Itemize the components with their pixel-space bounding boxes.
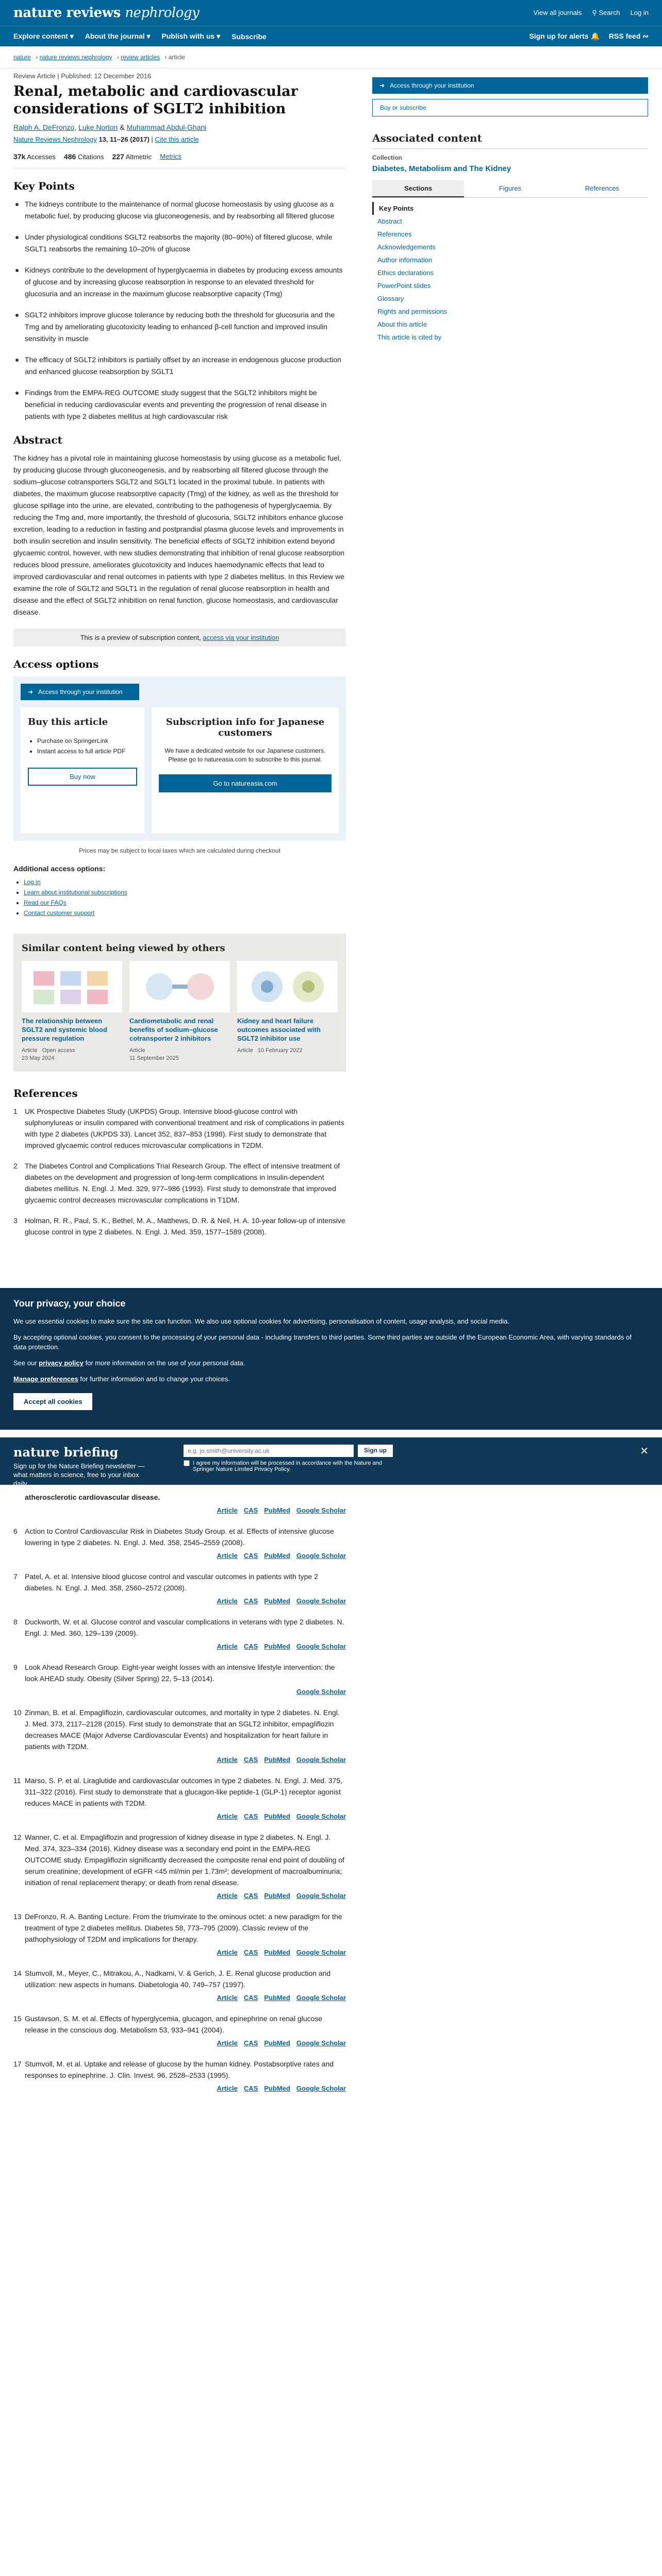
cookie-text <box>13 1358 632 1368</box>
view-all-journals-link[interactable]: View all journals <box>533 9 582 16</box>
additional-access <box>13 865 346 918</box>
institutional-subscriptions-link[interactable]: Learn about institutional subscriptions <box>24 889 127 896</box>
pubmed-link[interactable]: PubMed <box>264 1756 290 1764</box>
similar-card[interactable] <box>129 961 230 1062</box>
privacy-policy-link[interactable]: privacy policy <box>39 1359 84 1367</box>
cookie-text: We use essential cookies to make sure the site can function. We also use optional cookies for advertising, personalisation of content, usage analysis, and social media. <box>13 1317 510 1325</box>
reference-number: 15 <box>13 2014 22 2023</box>
pubmed-link[interactable]: PubMed <box>264 1994 290 2002</box>
article-link[interactable]: Article <box>217 1994 238 2002</box>
additional-heading: Additional access options: <box>13 865 106 873</box>
google-scholar-link[interactable]: Google Scholar <box>296 1892 346 1900</box>
diagram-thumbnail <box>244 966 332 1007</box>
manage-preferences-link[interactable]: Manage preferences <box>13 1375 78 1383</box>
article-link[interactable]: Article <box>217 1892 238 1900</box>
cite-link[interactable]: Cite this article <box>155 135 199 143</box>
reference-item <box>13 1911 346 1958</box>
purchase-options <box>21 707 339 834</box>
cookie-text-part: See our <box>13 1359 37 1367</box>
reference-links <box>25 1686 346 1698</box>
sidebar-item-author-information[interactable]: Author information <box>377 256 433 264</box>
sidebar <box>372 77 648 344</box>
reference-item <box>13 1707 346 1766</box>
similar-date: 11 September 2025 <box>129 1055 179 1061</box>
reference-text: Duckworth, W. et al. Glucose control and vascular complications in veterans with type 2 diabetes. N. Engl. J. Med. 360, 129–139 (2009). <box>25 1618 344 1637</box>
cookie-banner <box>0 1288 662 1430</box>
reference-item <box>13 2058 346 2094</box>
reference-text: Gustavson, S. M. et al. Effects of hyperglycemia, glucagon, and epinephrine on renal glucose release in the conscious dog. Metabolism 53, 933–941 (2004). <box>25 2014 323 2034</box>
list-item: • Instant access to full article PDF <box>37 746 137 756</box>
similar-meta <box>22 1047 122 1062</box>
reference-text: Patel, A. et al. Intensive blood glucose control and vascular outcomes in patients with type 2 diabetes. N. Engl. J. Med. 358, 2560–2572 (2008). <box>25 1572 318 1592</box>
list-item: Findings from the EMPA-REG OUTCOME study suggest that the SGLT2 inhibitors might be beneficial in reducing cardiovascular events and preventing the progression of renal disease in patients with type 2 diabetes mellitus at high cardiovascular risk <box>13 387 346 422</box>
bell-icon: 🔔 <box>590 32 600 40</box>
google-scholar-link[interactable]: Google Scholar <box>296 1812 346 1820</box>
reference-item <box>13 1775 346 1822</box>
reference-number: 11 <box>13 1776 21 1785</box>
search-link[interactable] <box>592 9 620 17</box>
about-label: About the journal <box>85 32 145 40</box>
reference-number: 2 <box>13 1162 18 1170</box>
reference-text: Stumvoll, M., Meyer, C., Mitrakou, A., Nadkarni, V. & Gerich, J. E. Renal glucose production and utilization: new aspects in humans. Diabetologia 40, 749–757 (1997). <box>25 1969 331 1989</box>
tab-figures[interactable]: Figures <box>499 184 522 192</box>
cas-link[interactable]: CAS <box>243 1506 258 1514</box>
reference-links <box>25 1550 346 1562</box>
altmetric-metric <box>112 152 152 161</box>
article-link[interactable]: Article <box>217 2084 238 2092</box>
list-item: Under physiological conditions SGLT2 reabsorbs the majority (80–90%) of filtered glucose, while SGLT1 reabsorbs the remaining 10–20% of glucose <box>13 231 346 255</box>
pubmed-link[interactable]: PubMed <box>264 2039 290 2047</box>
reference-text: DeFronzo, R. A. Banting Lecture. From the triumvirate to the ominous octet: a new paradigm for the treatment of type 2 diabetes mellitus. Diabetes 58, 773–795 (2009). Classic review of the pathophysiology of T2DM and implications for therapy. <box>25 1912 342 1943</box>
accesses-metric <box>13 152 56 161</box>
reference-item <box>13 1832 346 1902</box>
diagram-thumbnail <box>136 966 224 1007</box>
faq-link[interactable]: Read our FAQs <box>24 899 67 906</box>
reference-item <box>13 2013 346 2049</box>
article-link[interactable]: Article <box>217 1506 238 1514</box>
reference-links <box>25 1992 346 2004</box>
logo-sub: nephrology <box>125 5 200 21</box>
cookie-heading: Your privacy, your choice <box>13 1298 126 1309</box>
sub-navigation <box>0 26 662 46</box>
reference-links <box>25 1890 346 1902</box>
google-scholar-link[interactable]: Google Scholar <box>296 1506 346 1514</box>
accesses-label: Accesses <box>27 153 56 161</box>
reference-links <box>25 1947 346 1958</box>
sidebar-institution-label: Access through your institution <box>390 82 474 89</box>
cas-link[interactable]: CAS <box>243 1552 258 1560</box>
breadcrumb-current: article <box>168 54 185 61</box>
article-type-line: Review Article | Published: 12 December 2016 <box>13 72 152 80</box>
publish-menu[interactable] <box>162 32 221 41</box>
search-label: Search <box>599 9 620 16</box>
sidebar-item-powerpoint[interactable]: PowerPoint slides <box>377 282 431 290</box>
consent-row <box>184 1460 390 1472</box>
alerts-link[interactable] <box>529 32 599 41</box>
access-options-heading: Access options <box>13 658 99 670</box>
sidebar-institution-button[interactable] <box>372 77 648 94</box>
similar-title: The relationship between SGLT2 and systemic blood pressure regulation <box>22 1017 107 1042</box>
chevron-down-icon: ▾ <box>70 32 74 40</box>
accesses-value: 37k <box>13 152 26 161</box>
cookie-text: By accepting optional cookies, you consent to the processing of your personal data - including transfers to third parties. Some third parties are outside of the European Economic Area, with varying standards of data protection. <box>13 1333 632 1351</box>
reference-item <box>13 1571 346 1607</box>
reference-item <box>13 1662 346 1698</box>
rss-link[interactable] <box>609 32 649 41</box>
article-link[interactable]: Article <box>217 1948 238 1956</box>
reference-number: 13 <box>13 1912 22 1921</box>
chevron-down-icon: ▾ <box>146 32 151 40</box>
access-box <box>13 676 346 841</box>
author-link[interactable]: Ralph A. DeFronzo <box>13 123 75 131</box>
preview-text: This is a preview of subscription content, <box>80 634 201 641</box>
subscribe-link[interactable]: Subscribe <box>231 32 267 41</box>
journal-line: Nature Reviews Nephrology 13, 11–26 (2017) | Cite this article <box>13 135 199 143</box>
collection-label: Collection <box>372 154 403 161</box>
reference-text: Zinman, B. et al. Empagliflozin, cardiovascular outcomes, and mortality in type 2 diabetes. N. Engl. J. Med. 373, 2117–2128 (2015). First study to demonstrate that an SGLT2 inhibitor, empagliflozin decreases MACE (Major Adverse Cardiovascular Events) and hospitalization for heart failure in patients with T2DM. <box>25 1708 340 1751</box>
abstract-text: The kidney has a pivotal role in maintaining glucose homeostasis by using glucose as a metabolic fuel, by producing glucose through gluconeogenesis, and by reabsorbing all filtered glucose through the sodium–glucose cotransporters SGLT2 and SGLT1 located in the proximal tubule. In patients with diabetes, the maximum glucose reabsorptive capacity (Tmg) of the kidney, as well as the threshold for glucose spillage into the urine, are elevated, contributing to the pathogenesis of hyperglycaemia. By reducing the Tmg and, more importantly, the threshold of glucosuria, SGLT2 inhibitors enhance glucose excretion, leading to a reduction in fasting and postprandial plasma glucose levels and improvements in both insulin secretion and insulin sensitivity. The beneficial effects of SGLT2 inhibition extend beyond glycaemic control, however, with new studies demonstrating that inhibition of renal glucose reabsorption reduces blood pressure, ameliorates glucotoxicity and induces haemodynamic effects that lead to improved cardiovascular and renal outcomes in patients with type 2 diabetes mellitus. In this Review we examine the role of SGLT2 and SGLT1 in the regulation of renal glucose reabsorption in health and disease and the effect of SGLT2 inhibition on renal function, glucose homeostasis, and cardiovascular disease. <box>13 454 345 616</box>
chevron-down-icon: ▾ <box>217 32 221 40</box>
breadcrumb-item[interactable]: nature <box>13 54 31 61</box>
reference-text: The Diabetes Control and Complications Trial Research Group. The effect of intensive treatment of diabetes on the development and progression of long-term complications in insulin-dependent diabetes mellitus. N. Engl. J. Med. 329, 977–986 (1993). First study to demonstrate that improved glycaemic control decreases microvascular complications in T1DM. <box>25 1162 340 1204</box>
reference-text: Stumvoll, M. et al. Uptake and release of glucose by the human kidney. Postabsorptive rates and responses to epinephrine. J. Clin. Invest. 96, 2528–2533 (1995). <box>25 2060 334 2079</box>
similar-heading: Similar content being viewed by others <box>22 943 225 954</box>
article-thumbnail <box>129 961 230 1012</box>
reference-number: 8 <box>13 1618 18 1626</box>
access-institution-link[interactable]: access via your institution <box>203 634 279 641</box>
reference-item <box>13 1492 346 1516</box>
google-scholar-link[interactable]: Google Scholar <box>296 2084 346 2092</box>
buy-features <box>28 736 137 756</box>
google-scholar-link[interactable]: Google Scholar <box>296 1552 346 1560</box>
pubmed-link[interactable]: PubMed <box>264 2084 290 2092</box>
cas-link[interactable]: CAS <box>243 2084 258 2092</box>
references-continued <box>13 1492 346 2104</box>
reference-number: 7 <box>13 1572 18 1581</box>
google-scholar-link[interactable]: Google Scholar <box>296 1597 346 1605</box>
pubmed-link[interactable]: PubMed <box>264 1597 290 1605</box>
reference-links <box>25 1811 346 1822</box>
list-item: The efficacy of SGLT2 inhibitors is partially offset by an increase in endogenous glucose production and enhanced glucose reabsorption by SGLT1 <box>13 354 346 378</box>
logo-main: nature reviews <box>13 5 121 21</box>
similar-title: Cardiometabolic and renal benefits of sodium–glucose cotransporter 2 inhibitors <box>129 1017 218 1042</box>
cookie-text-part: for further information and to change your choices. <box>80 1375 230 1383</box>
associated-heading: Associated content <box>372 132 648 149</box>
cas-link[interactable]: CAS <box>243 1642 258 1650</box>
pubmed-link[interactable]: PubMed <box>264 1642 290 1650</box>
access-institution-button[interactable] <box>21 684 139 700</box>
reference-number: 1 <box>13 1107 18 1115</box>
reference-text: Wanner, C. et al. Empagliflozin and progression of kidney disease in type 2 diabetes. N. Engl. J. Med. 374, 323–334 (2016). Kidney disease was a secondary end point in the EMPA-REG OUTCOME study. Empagliflozin significantly decreased the composite renal end point of doubling of serum creatinine; development of eGFR <45 ml/min per 1.73m²; development of macroalbuminuria; initiation of renal replacement therapy; or death from renal disease. <box>25 1833 344 1887</box>
similar-meta <box>237 1047 338 1055</box>
reference-number: 10 <box>13 1708 22 1717</box>
cas-link[interactable]: CAS <box>243 1812 258 1820</box>
publish-label: Publish with us <box>161 32 215 40</box>
sidebar-item-ethics[interactable]: Ethics declarations <box>377 269 434 277</box>
reference-text: Action to Control Cardiovascular Risk in Diabetes Study Group. et al. Effects of intensive glucose lowering in type 2 diabetes. N. Engl. J. Med. 358, 2545–2559 (2008). <box>25 1527 334 1547</box>
similar-date: 23 May 2024 <box>22 1055 55 1061</box>
pubmed-link[interactable]: PubMed <box>264 1506 290 1514</box>
reference-item <box>13 1968 346 2004</box>
author-link[interactable]: Luke Norton <box>78 123 118 131</box>
similar-card[interactable] <box>237 961 338 1062</box>
consent-text: I agree my information will be processed in accordance with the Nature and Springer Nature Limited Privacy Policy. <box>193 1460 382 1472</box>
reference-text: Look Ahead Research Group. Eight-year weight losses with an intensive lifestyle intervention: the look AHEAD study. Obesity (Silver Spring) 22, 5–13 (2014). <box>25 1663 335 1683</box>
google-scholar-link[interactable]: Google Scholar <box>296 1756 346 1764</box>
reference-links <box>25 1641 346 1652</box>
subscription-text: We have a dedicated website for our Japanese customers. Please go to natureasia.com to subscribe to this journal. <box>164 747 326 763</box>
google-scholar-link[interactable]: Google Scholar <box>296 1948 346 1956</box>
buy-title: Buy this article <box>28 717 108 727</box>
reference-links <box>25 1754 346 1766</box>
pubmed-link[interactable]: PubMed <box>264 1948 290 1956</box>
reference-links <box>25 1505 346 1516</box>
references-list <box>13 1106 346 1238</box>
login-link[interactable]: Log in <box>630 9 649 16</box>
reference-links <box>25 2083 346 2094</box>
email-field[interactable] <box>184 1445 354 1457</box>
alerts-label: Sign up for alerts <box>529 32 589 40</box>
list-item: The kidneys contribute to the maintenance of normal glucose homeostasis by using glucose as a metabolic fuel, by producing glucose via gluconeogenesis, and by reabsorbing all filtered glucose <box>13 198 346 222</box>
similar-meta <box>129 1047 230 1062</box>
sidebar-item-key-points[interactable]: Key Points <box>372 202 648 215</box>
similar-content <box>13 934 346 1072</box>
sidebar-item-rights[interactable]: Rights and permissions <box>377 308 448 315</box>
pubmed-link[interactable]: PubMed <box>264 1892 290 1900</box>
sidebar-item-acknowledgements[interactable]: Acknowledgements <box>377 243 436 251</box>
author-link[interactable]: Muhammad Abdul-Ghani <box>126 123 207 131</box>
explore-label: Explore content <box>13 32 68 40</box>
rss-label: RSS feed <box>608 32 641 40</box>
list-item: • Purchase on SpringerLink <box>37 736 137 746</box>
associated-content <box>372 132 648 173</box>
reference-item <box>13 1215 346 1238</box>
article-link[interactable]: Article <box>217 2039 238 2047</box>
key-points-list <box>13 198 346 422</box>
citations-metric <box>64 152 104 161</box>
cas-link[interactable]: CAS <box>243 2039 258 2047</box>
reference-item <box>13 1160 346 1206</box>
page-title: Renal, metabolic and cardiovascular considerations of SGLT2 inhibition <box>13 83 298 117</box>
similar-type: Article <box>237 1047 253 1054</box>
natureasia-button[interactable]: Go to natureasia.com <box>159 774 332 792</box>
article-link[interactable]: Article <box>217 1552 238 1560</box>
reference-item <box>13 1106 346 1151</box>
reference-number: 6 <box>13 1527 18 1535</box>
institution-label: Access through your institution <box>38 688 123 696</box>
reference-tail: atherosclerotic cardiovascular disease. <box>25 1493 160 1501</box>
cas-link[interactable]: CAS <box>243 1994 258 2002</box>
buy-article-card <box>21 707 144 834</box>
arrow-right-icon: ➜ <box>379 82 385 89</box>
about-journal-menu[interactable] <box>85 32 151 41</box>
briefing-logo: nature briefing <box>13 1445 119 1460</box>
breadcrumb-item[interactable]: review articles <box>121 54 160 61</box>
cas-link[interactable]: CAS <box>243 1892 258 1900</box>
similar-card[interactable] <box>22 961 122 1062</box>
similar-title: Kidney and heart failure outcomes associated with SGLT2 inhibitor use <box>237 1017 321 1042</box>
consent-checkbox[interactable] <box>184 1460 190 1466</box>
reference-links <box>25 2038 346 2049</box>
google-scholar-link[interactable]: Google Scholar <box>296 2039 346 2047</box>
reference-number: 14 <box>13 1969 22 1977</box>
tab-sections[interactable]: Sections <box>372 180 464 197</box>
reference-text: Holman, R. R., Paul, S. K., Bethel, M. A., Matthews, D. R. & Neil, H. A. 10-year follow-up of intensive glucose control in type 2 diabetes. N. Engl. J. Med. 359, 1577–1589 (2008). <box>25 1216 345 1236</box>
similar-access: Open access <box>42 1047 75 1054</box>
altmetric-label: Altmetric <box>125 153 152 161</box>
breadcrumb: nature › nature reviews nephrology › review articles › article <box>0 46 662 69</box>
article-thumbnail <box>237 961 338 1012</box>
reference-number: 9 <box>13 1663 18 1671</box>
cookie-text <box>13 1374 632 1384</box>
arrow-right-icon: ➜ <box>28 688 34 696</box>
reference-number: 17 <box>13 2060 22 2068</box>
google-scholar-link[interactable]: Google Scholar <box>296 1688 346 1696</box>
login-link[interactable]: Log in <box>24 878 41 886</box>
search-icon: ⚲ <box>592 9 597 16</box>
preview-notice <box>13 629 346 647</box>
list-item: SGLT2 inhibitors improve glucose tolerance by reducing both the threshold for glucosuria and the Tmg and by ameliorating glucotoxicity leading to enhanced β-cell function and improved insulin sensitivity in muscle <box>13 309 346 345</box>
reference-text: UK Prospective Diabetes Study (UKPDS) Group. Intensive blood-glucose control with sulphonylureas or insulin compared with conventional treatment and risk of complications in patients with type 2 diabetes (UKPDS 33). Lancet 352, 837–853 (1998). First study to demonstrate that improved glycaemic control reduces microvascular complications in T2DM. <box>25 1107 344 1149</box>
tab-references[interactable]: References <box>585 184 620 192</box>
article-link[interactable]: Article <box>217 1642 238 1650</box>
author-list: Ralph A. DeFronzo, Luke Norton & Muhammad Abdul-Ghani <box>13 123 207 131</box>
metrics-link[interactable]: Metrics <box>160 152 182 160</box>
cas-link[interactable]: CAS <box>243 1756 258 1764</box>
references-heading: References <box>13 1087 78 1099</box>
sidebar-item-references[interactable]: References <box>377 230 412 238</box>
sidebar-tabs <box>372 180 648 198</box>
article-thumbnail <box>22 961 122 1012</box>
google-scholar-link[interactable]: Google Scholar <box>296 1994 346 2002</box>
buy-now-button[interactable]: Buy now <box>28 768 137 786</box>
journal-link[interactable]: Nature Reviews Nephrology <box>13 135 97 143</box>
similar-type: Article <box>22 1047 38 1054</box>
subscription-card <box>152 707 339 834</box>
list-item: Kidneys contribute to the development of hyperglycaemia in diabetes by producing excess amounts of glucose and by increasing glucose reabsorption in response to an elevated threshold for glucosuria and an increase in the maximum glucose reabsorptive capacity (Tmg) <box>13 264 346 300</box>
accept-cookies-button[interactable]: Accept all cookies <box>13 1393 92 1410</box>
reference-number: 12 <box>13 1833 22 1841</box>
pubmed-link[interactable]: PubMed <box>264 1552 290 1560</box>
volume-info: 13, 11–26 (2017) <box>98 135 150 143</box>
rss-icon: ∾ <box>642 32 649 40</box>
diagram-thumbnail <box>28 966 116 1007</box>
metrics-bar <box>13 148 346 168</box>
briefing-text: Sign up for the Nature Briefing newsletter — what matters in science, free to your inbox daily. <box>13 1462 145 1487</box>
subscription-title: Subscription info for Japanese customers <box>166 717 325 738</box>
reference-number: 3 <box>13 1216 18 1225</box>
breadcrumb-item[interactable]: nature reviews nephrology <box>39 54 112 61</box>
briefing-form <box>184 1445 393 1478</box>
buy-subscribe-button[interactable]: Buy or subscribe <box>372 99 648 116</box>
cas-link[interactable]: CAS <box>243 1948 258 1956</box>
support-link[interactable]: Contact customer support <box>24 909 95 917</box>
tax-note: Prices may be subject to local taxes which are calculated during checkout <box>79 847 280 854</box>
sidebar-item-about[interactable]: About this article <box>377 320 427 328</box>
top-bar <box>0 0 662 26</box>
reference-item <box>13 1616 346 1652</box>
signup-button[interactable]: Sign up <box>358 1445 393 1457</box>
cas-link[interactable]: CAS <box>243 1597 258 1605</box>
article-link[interactable]: Article <box>217 1597 238 1605</box>
similar-date: 10 February 2022 <box>257 1047 303 1054</box>
pubmed-link[interactable]: PubMed <box>264 1812 290 1820</box>
reference-item <box>13 1526 346 1562</box>
explore-content-menu[interactable] <box>13 32 74 41</box>
similar-type: Article <box>129 1047 145 1054</box>
reference-links <box>25 1596 346 1607</box>
journal-logo[interactable] <box>13 5 199 21</box>
collection-link[interactable]: Diabetes, Metabolism and The Kidney <box>372 164 511 173</box>
article-link[interactable]: Article <box>217 1812 238 1820</box>
briefing-signup-bar <box>0 1437 662 1485</box>
sidebar-item-abstract[interactable]: Abstract <box>377 217 402 225</box>
article-link[interactable]: Article <box>217 1756 238 1764</box>
citations-value: 486 <box>63 152 76 161</box>
section-nav <box>372 202 648 344</box>
sidebar-item-cited-by[interactable]: This article is cited by <box>377 333 442 341</box>
altmetric-value: 227 <box>112 152 124 161</box>
citations-label: Citations <box>77 153 104 161</box>
article-main <box>13 72 346 1247</box>
sidebar-item-glossary[interactable]: Glossary <box>377 295 404 302</box>
key-points-heading: Key Points <box>13 180 75 192</box>
close-icon[interactable]: ✕ <box>640 1446 649 1457</box>
google-scholar-link[interactable]: Google Scholar <box>296 1642 346 1650</box>
reference-text: Marso, S. P. et al. Liraglutide and cardiovascular outcomes in type 2 diabetes. N. Engl. J. Med. 375, 311–322 (2016). First study to demonstrate that a glucagon-like peptide-1 (GLP-1) receptor agonist reduces MACE in patients with T2DM. <box>25 1776 343 1807</box>
cookie-text-part: for more information on the use of your personal data. <box>85 1359 245 1367</box>
abstract-heading: Abstract <box>13 434 62 446</box>
